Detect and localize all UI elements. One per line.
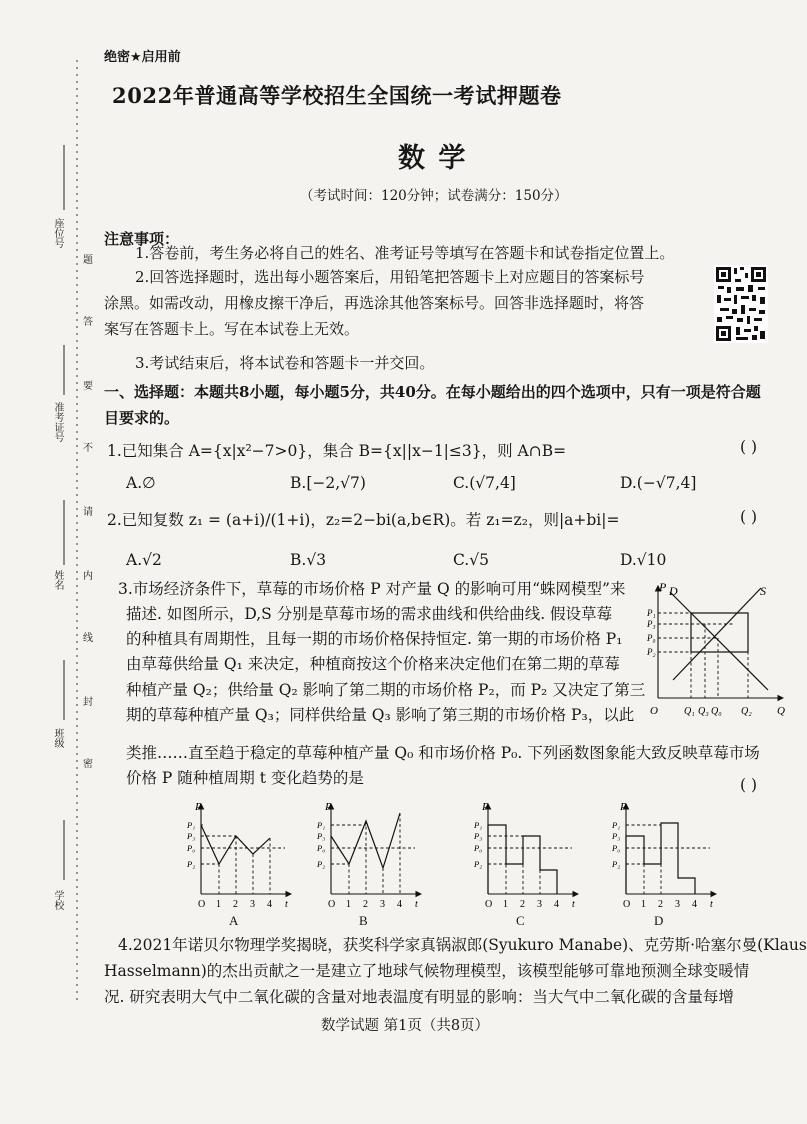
axis-label-p: P xyxy=(482,801,489,813)
level-label-p0: P₀ xyxy=(612,843,621,853)
option-caption-b: B xyxy=(359,913,368,928)
notes-heading: 注意事项： xyxy=(104,230,180,248)
axis-label-p: P xyxy=(620,801,627,813)
q3-answer-paren: ( ) xyxy=(740,776,758,794)
cob-label-Q: Q xyxy=(777,705,785,717)
binding-lines xyxy=(0,0,120,1124)
origin-label: O xyxy=(198,899,206,910)
q3-line-2: 描述. 如图所示，D,S 分别是草莓市场的需求曲线和供给曲线. 假设草莓 xyxy=(126,605,613,623)
class-label: 班级 xyxy=(52,728,63,748)
tick-label-4: 4 xyxy=(692,899,697,910)
axis-label-t: t xyxy=(572,899,575,910)
cob-label-D: D xyxy=(669,584,678,598)
level-label-p2: P₂ xyxy=(317,859,326,869)
level-label-p3: P₃ xyxy=(187,831,196,841)
seal-char: 请 xyxy=(83,507,93,518)
q1-option-d: D.(−√7,4] xyxy=(620,474,697,492)
note-2c: 案写在答题卡上。写在本试卷上无效。 xyxy=(104,320,360,338)
cob-label-S: S xyxy=(760,584,766,598)
level-label-p3: P₃ xyxy=(612,831,621,841)
subject-title: 数 学 xyxy=(398,143,468,174)
price-curve xyxy=(201,825,270,864)
seal-char: 密 xyxy=(83,759,93,770)
q3-line-3: 的种植具有周期性，且每一期的市场价格保持恒定. 第一期的市场价格 P₁ xyxy=(126,630,623,648)
section-heading-cont: 目要求的。 xyxy=(104,409,180,427)
q4-line-1: 4.2021年诺贝尔物理学奖揭晓，获奖科学家真锅淑郎(Syukuro Manabe)、克劳斯·哈塞尔曼(Klaus xyxy=(118,936,807,954)
level-label-p2: P₂ xyxy=(187,859,196,869)
note-2a: 2.回答选择题时，选出每小题答案后，用铅笔把答题卡上对应题目的答案标号 xyxy=(135,268,645,286)
option-graph-a xyxy=(185,800,297,920)
name-label: 姓名 xyxy=(52,570,63,590)
q1-option-c: C.(√7,4] xyxy=(453,474,516,492)
level-label-p0: P₀ xyxy=(474,843,483,853)
level-label-p1: P₁ xyxy=(612,820,621,830)
q4-line-3: 况. 研究表明大气中二氧化碳的含量对地表温度有明显的影响：当大气中二氧化碳的含量每增 xyxy=(104,988,734,1006)
option-graph-b xyxy=(315,800,427,920)
option-graph-d xyxy=(610,800,722,920)
seal-char: 要 xyxy=(83,381,93,392)
exam-info: （考试时间：120分钟；试卷满分：150分） xyxy=(300,188,568,204)
level-label-p1: P₁ xyxy=(474,820,483,830)
cob-label-P3: P₃ xyxy=(647,619,656,629)
cob-label-P: P xyxy=(659,580,667,594)
level-label-p0: P₀ xyxy=(187,843,196,853)
tick-label-3: 3 xyxy=(380,899,385,910)
level-label-p1: P₁ xyxy=(317,820,326,830)
price-curve xyxy=(331,813,400,868)
q1-option-a: A.∅ xyxy=(126,474,156,492)
seal-char: 内 xyxy=(83,571,93,582)
seal-char: 题 xyxy=(83,255,93,266)
q3-line-8: 价格 P 随种植周期 t 变化趋势的是 xyxy=(126,769,364,787)
tick-label-1: 1 xyxy=(346,899,351,910)
secret-mark: 绝密★启用前 xyxy=(104,50,181,65)
cob-label-P1: P₁ xyxy=(647,608,656,618)
axis-label-t: t xyxy=(710,899,713,910)
seal-char: 答 xyxy=(83,317,93,328)
cob-label-O: O xyxy=(650,705,658,717)
q4-line-2: Hasselmann)的杰出贡献之一是建立了地球气候物理模型，该模型能够可靠地预测全球变暖情 xyxy=(104,962,750,980)
tick-label-3: 3 xyxy=(537,899,542,910)
section-heading: 一、选择题：本题共8小题，每小题5分，共40分。在每小题给出的四个选项中，只有一项是符合题 xyxy=(104,383,761,401)
cob-label-Q0: Q₀ xyxy=(711,706,722,717)
cob-label-P2: P₂ xyxy=(647,647,656,657)
level-label-p2: P₂ xyxy=(612,859,621,869)
q2-option-a: A.√2 xyxy=(126,551,162,569)
cobweb-diagram xyxy=(648,580,794,720)
axis-label-t: t xyxy=(285,899,288,910)
option-caption-d: D xyxy=(654,913,664,928)
note-3: 3.考试结束后，将本试卷和答题卡一并交回。 xyxy=(135,354,435,372)
exam-title: 2022年普通高等学校招生全国统一考试押题卷 xyxy=(112,83,562,108)
option-caption-a: A xyxy=(229,913,239,928)
cob-label-P0: P₀ xyxy=(647,633,656,643)
tick-label-1: 1 xyxy=(641,899,646,910)
origin-label: O xyxy=(623,899,631,910)
cob-label-Q3: Q₃ xyxy=(698,706,709,717)
level-label-p2: P₂ xyxy=(474,859,483,869)
price-step-curve xyxy=(626,823,695,894)
seal-char: 封 xyxy=(83,697,93,708)
tick-label-4: 4 xyxy=(397,899,402,910)
qr-code-icon xyxy=(714,265,768,343)
q1-stem: 1.已知集合 A={x|x²−7>0}，集合 B={x||x−1|≤3}，则 A∩B= xyxy=(107,442,567,460)
option-graph-c xyxy=(472,800,584,920)
q2-option-c: C.√5 xyxy=(453,551,489,569)
option-caption-c: C xyxy=(516,913,525,928)
origin-label: O xyxy=(485,899,493,910)
seal-char: 不 xyxy=(83,443,93,454)
q3-line-5: 种植产量 Q₂；供给量 Q₂ 影响了第二期的市场价格 P₂，而 P₂ 又决定了第三 xyxy=(126,681,646,699)
axis-label-p: P xyxy=(195,801,202,813)
q3-line-4: 由草莓供给量 Q₁ 来决定，种植商按这个价格来决定他们在第二期的草莓 xyxy=(126,655,620,673)
seat-label: 座位号 xyxy=(52,218,63,248)
tick-label-3: 3 xyxy=(675,899,680,910)
page-footer: 数学试题 第1页（共8页） xyxy=(321,1018,490,1034)
tick-label-2: 2 xyxy=(520,899,525,910)
level-label-p1: P₁ xyxy=(187,820,196,830)
q3-line-1: 3.市场经济条件下，草莓的市场价格 P 对产量 Q 的影响可用“蛛网模型”来 xyxy=(118,580,626,598)
seal-char: 线 xyxy=(83,633,93,644)
q2-option-b: B.√3 xyxy=(290,551,327,569)
note-2b: 涂黑。如需改动，用橡皮擦干净后，再选涂其他答案标号。回答非选择题时，将答 xyxy=(104,294,645,312)
tick-label-2: 2 xyxy=(233,899,238,910)
note-1: 1.答卷前，考生务必将自己的姓名、准考证号等填写在答题卡和试卷指定位置上。 xyxy=(135,244,675,262)
tick-label-1: 1 xyxy=(216,899,221,910)
q1-option-b: B.[−2,√7) xyxy=(290,474,366,492)
tick-label-4: 4 xyxy=(267,899,272,910)
tick-label-2: 2 xyxy=(363,899,368,910)
cob-label-Q2: Q₂ xyxy=(741,706,752,717)
tick-label-4: 4 xyxy=(554,899,559,910)
price-step-curve xyxy=(488,825,557,894)
q1-answer-paren: ( ) xyxy=(740,438,758,456)
axis-label-t: t xyxy=(415,899,418,910)
level-label-p0: P₀ xyxy=(317,843,326,853)
exam-no-label: 准考证号 xyxy=(52,402,63,442)
tick-label-3: 3 xyxy=(250,899,255,910)
q2-option-d: D.√10 xyxy=(620,551,667,569)
cob-label-Q1: Q₁ xyxy=(684,706,695,717)
tick-label-1: 1 xyxy=(503,899,508,910)
tick-label-2: 2 xyxy=(658,899,663,910)
q3-line-7: 类推……直至趋于稳定的草莓种植产量 Q₀ 和市场价格 P₀. 下列函数图象能大致反映草莓市场 xyxy=(126,744,760,762)
level-label-p3: P₃ xyxy=(317,831,326,841)
q2-stem: 2.已知复数 z₁ = (a+i)/(1+i)，z₂=2−bi(a,b∈R)。若 z₁=z₂，则|a+bi|= xyxy=(107,511,620,529)
axis-label-p: P xyxy=(325,801,332,813)
school-label: 学校 xyxy=(52,890,63,910)
q3-line-6: 期的草莓种植产量 Q₃；同样供给量 Q₃ 影响了第三期的市场价格 P₃，以此 xyxy=(126,706,635,724)
q2-answer-paren: ( ) xyxy=(740,508,758,526)
origin-label: O xyxy=(328,899,336,910)
level-label-p3: P₃ xyxy=(474,831,483,841)
